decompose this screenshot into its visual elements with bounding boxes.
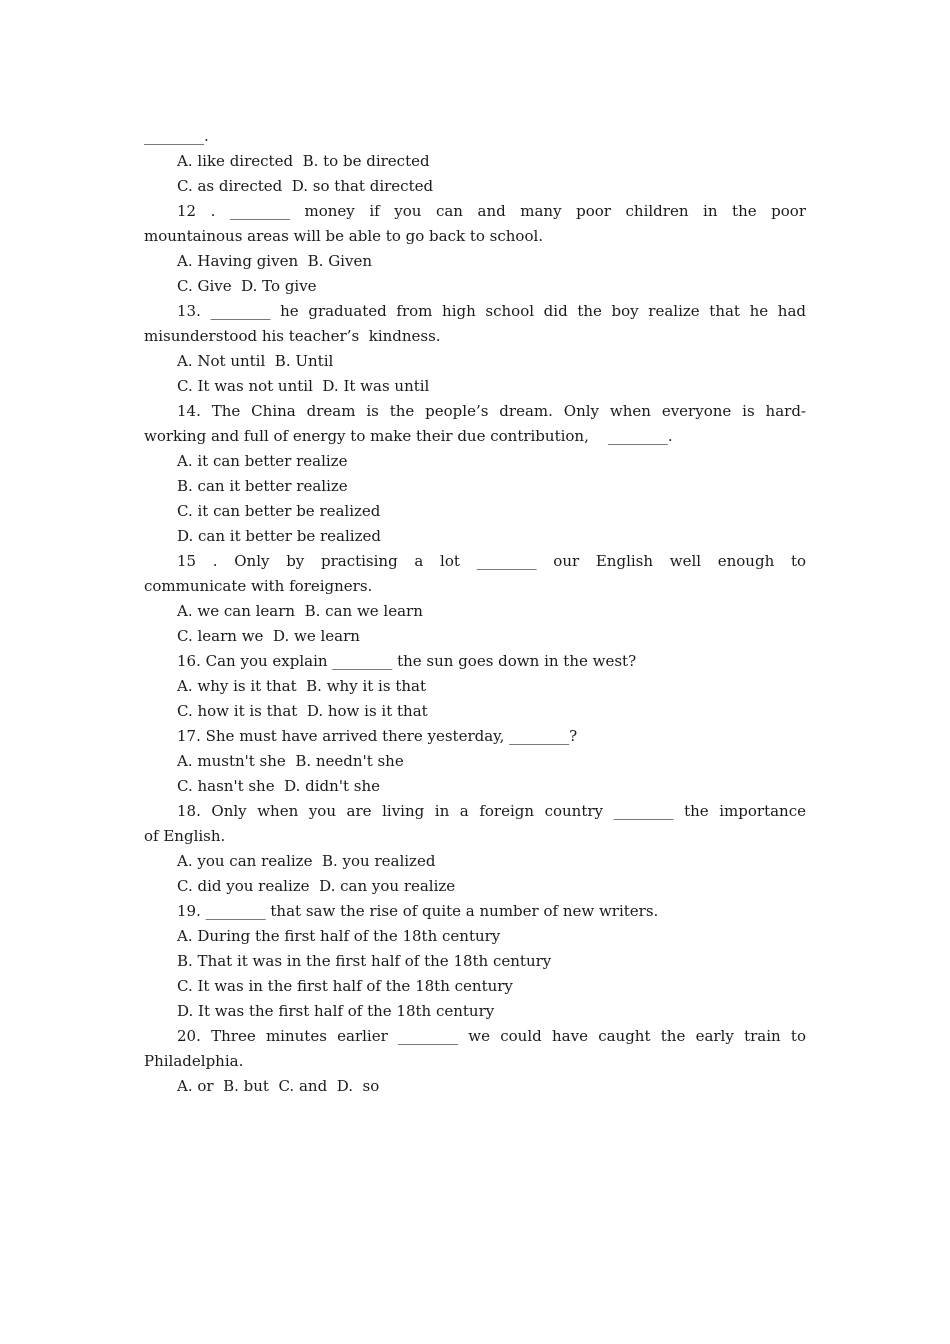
text-line: A. it can better realize bbox=[177, 452, 348, 470]
text-line: A. Having given B. Given bbox=[177, 252, 372, 270]
text-line: A. Not until B. Until bbox=[177, 352, 334, 370]
text-line: misunderstood his teacher’s kindness. bbox=[144, 327, 441, 345]
text-line: 20. Three minutes earlier ________ we could have caught the early train to bbox=[177, 1027, 806, 1045]
text-line: 12 . ________ money if you can and many poor children in the poor bbox=[177, 202, 806, 220]
text-line: A. you can realize B. you realized bbox=[177, 852, 436, 870]
text-line: A. we can learn B. can we learn bbox=[177, 602, 423, 620]
text-line: A. like directed B. to be directed bbox=[177, 152, 430, 170]
text-line: C. It was in the first half of the 18th century bbox=[177, 977, 513, 995]
text-line: C. how it is that D. how is it that bbox=[177, 702, 428, 720]
text-line: D. can it better be realized bbox=[177, 527, 381, 545]
exam-text-body bbox=[144, 124, 806, 1099]
text-line: 14. The China dream is the people’s dream. Only when everyone is hard- bbox=[177, 402, 806, 420]
text-line: 18. Only when you are living in a foreign country ________ the importance bbox=[177, 802, 806, 820]
text-line: B. can it better realize bbox=[177, 477, 348, 495]
text-line: Philadelphia. bbox=[144, 1052, 244, 1070]
text-line: A. mustn't she B. needn't she bbox=[177, 752, 404, 770]
text-line: 15 . Only by practising a lot ________ our English well enough to bbox=[177, 552, 806, 570]
text-line: A. why is it that B. why it is that bbox=[177, 677, 426, 695]
text-line: 16. Can you explain ________ the sun goes down in the west? bbox=[177, 652, 637, 670]
text-line: D. It was the first half of the 18th century bbox=[177, 1002, 495, 1020]
text-line: ________. bbox=[144, 127, 209, 145]
text-line: 13. ________ he graduated from high school did the boy realize that he had bbox=[177, 302, 806, 320]
text-line: 17. She must have arrived there yesterday, ________? bbox=[177, 727, 578, 745]
text-line: 19. ________ that saw the rise of quite a number of new writers. bbox=[177, 902, 659, 920]
text-line: of English. bbox=[144, 827, 226, 845]
text-line: mountainous areas will be able to go back to school. bbox=[144, 227, 544, 245]
text-line: C. learn we D. we learn bbox=[177, 627, 360, 645]
text-line: C. It was not until D. It was until bbox=[177, 377, 430, 395]
text-line: A. During the first half of the 18th century bbox=[177, 927, 501, 945]
text-line: working and full of energy to make their due contribution, ________. bbox=[144, 427, 673, 445]
text-line: communicate with foreigners. bbox=[144, 577, 373, 595]
text-line: C. did you realize D. can you realize bbox=[177, 877, 456, 895]
text-line: C. it can better be realized bbox=[177, 502, 381, 520]
text-line: C. as directed D. so that directed bbox=[177, 177, 434, 195]
text-line: A. or B. but C. and D. so bbox=[177, 1077, 380, 1095]
text-line: C. Give D. To give bbox=[177, 277, 317, 295]
text-line: B. That it was in the first half of the 18th century bbox=[177, 952, 552, 970]
text-line: C. hasn't she D. didn't she bbox=[177, 777, 380, 795]
